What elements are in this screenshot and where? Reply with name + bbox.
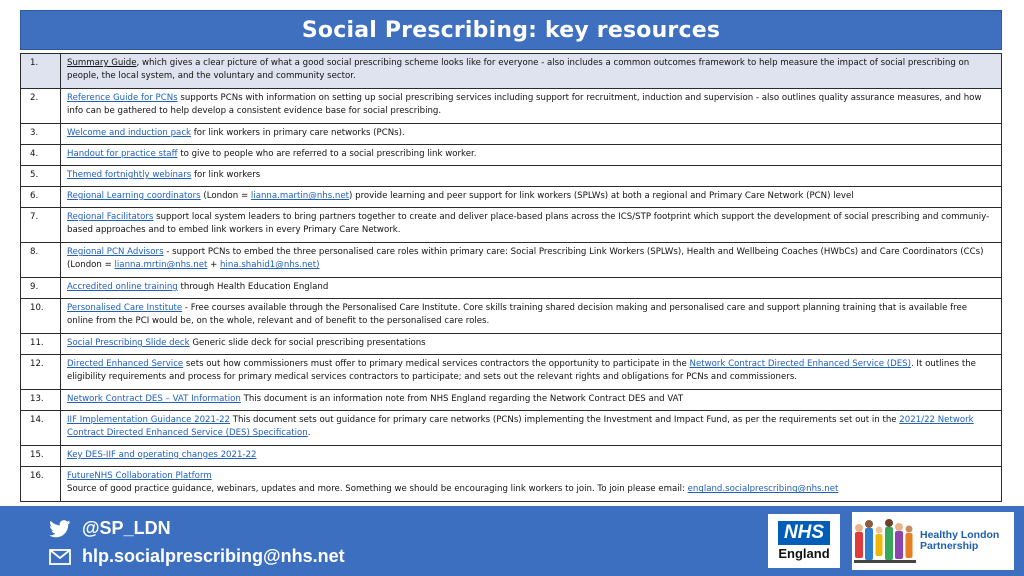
resource-text: Generic slide deck for social prescribing presentations	[189, 338, 426, 348]
people-group-icon	[852, 514, 918, 568]
table-row	[21, 299, 1002, 334]
email-link[interactable]: hina.shahid1@nhs.net)	[220, 260, 320, 271]
row-number: 16.	[21, 467, 61, 502]
table-row	[21, 411, 1002, 446]
resource-text: to give to people who are referred to a social prescribing link worker.	[177, 149, 477, 159]
resource-text: This document sets out guidance for primary care networks (PCNs) implementing the Investment and Impact Fund, as per the requirements set out in the	[230, 415, 900, 425]
resource-link[interactable]: Directed Enhanced Service	[67, 359, 184, 369]
row-number: 8.	[21, 243, 61, 278]
row-content	[61, 208, 1002, 243]
table-row	[21, 355, 1002, 390]
resource-link[interactable]: Network Contract Directed Enhanced Service (DES)	[689, 359, 911, 369]
resource-link[interactable]: FutureNHS Collaboration Platform	[67, 471, 212, 481]
row-content	[61, 89, 1002, 124]
row-content	[61, 278, 1002, 299]
resource-link[interactable]: Reference Guide for PCNs	[67, 93, 178, 103]
resource-text: Source of good practice guidance, webinars, updates and more. Something we should be encouraging link workers to join. To join please email:	[67, 484, 688, 495]
resource-link[interactable]: Summary Guide	[67, 58, 137, 68]
resource-link[interactable]: Welcome and induction pack	[67, 128, 192, 138]
resource-text: supports PCNs with information on setting up social prescribing services including support for recruitment, induction and supervision - also outlines quality assurance measures, and how info can be gathered to help develop a consistent evidence base for social prescribing.	[67, 93, 982, 117]
resource-text: for link workers	[191, 170, 261, 180]
row-number: 13.	[21, 390, 61, 411]
nhs-england-logo	[768, 514, 840, 568]
row-number: 3.	[21, 124, 61, 145]
email-link[interactable]: england.socialprescribing@nhs.net	[687, 484, 839, 495]
row-content	[61, 166, 1002, 187]
resource-link[interactable]: Handout for practice staff	[67, 149, 178, 159]
twitter-icon	[48, 519, 72, 539]
resource-link[interactable]: Key DES-IIF and operating changes 2021-22	[67, 450, 257, 460]
table-row	[21, 124, 1002, 145]
resource-text: .	[307, 428, 311, 439]
resource-link[interactable]: Regional Learning coordinators	[67, 191, 201, 201]
row-content	[61, 187, 1002, 208]
table-row	[21, 467, 1002, 502]
page-title: Social Prescribing: key resources	[301, 17, 721, 43]
resource-text: for link workers in primary care networks (PCNs).	[191, 128, 405, 138]
resource-link[interactable]: Regional PCN Advisors	[67, 247, 164, 257]
resource-link[interactable]: Personalised Care Institute	[67, 303, 183, 313]
row-number: 6.	[21, 187, 61, 208]
row-content	[61, 334, 1002, 355]
row-content	[61, 145, 1002, 166]
twitter-handle[interactable]: @SP_LDN	[82, 518, 171, 538]
row-content	[61, 243, 1002, 278]
resource-text: - Free courses available through the Personalised Care Institute. Core skills training shared decision making and personalised care and support planning training that is available free online from the PCI would be, on the whole, relevant and of benefit to the personalised care roles.	[67, 303, 968, 327]
resource-text: sets out how commissioners must offer to primary medical services contractors the opportunity to participate in the	[183, 359, 690, 369]
title-bar	[20, 10, 1002, 50]
row-number: 1.	[21, 54, 61, 89]
resource-text: , which gives a clear picture of what a good social prescribing scheme looks like for everyone - also includes a common outcomes framework to help measure the impact of social prescribing on people, the local system, and the voluntary and community sector.	[67, 58, 970, 82]
table-row	[21, 208, 1002, 243]
row-number: 2.	[21, 89, 61, 124]
resources-table	[20, 53, 1002, 502]
row-content	[61, 467, 1002, 502]
table-row	[21, 89, 1002, 124]
table-row	[21, 243, 1002, 278]
mail-icon	[48, 547, 72, 567]
resource-text: ) provide learning and peer support for link workers (SPLWs) at both a regional and Primary Care Network (PCN) level	[349, 191, 854, 201]
row-content	[61, 390, 1002, 411]
resource-text: support local system leaders to bring partners together to create and deliver place-based plans across the ICS/STP footprint which support the development of social prescribing and communiy-based approaches and to embed link workers in every Primary Care Network.	[67, 212, 990, 236]
resource-link[interactable]: Themed fortnightly webinars	[67, 170, 192, 180]
table-row	[21, 145, 1002, 166]
twitter-contact[interactable]	[48, 518, 171, 539]
email-contact[interactable]	[48, 546, 345, 567]
table-row	[21, 278, 1002, 299]
table-row	[21, 166, 1002, 187]
row-number: 9.	[21, 278, 61, 299]
resource-text: - support PCNs to embed the three personalised care roles within primary care: Social Prescribing Link Workers (SPLWs), Health and Wellbeing Coaches (HWbCs) and Care Coordinators (CCs) (London =	[67, 247, 984, 271]
row-content	[61, 54, 1002, 89]
resource-text: This document is an information note from NHS England regarding the Network Contract DES and VAT	[240, 394, 684, 404]
row-number: 4.	[21, 145, 61, 166]
row-number: 7.	[21, 208, 61, 243]
resource-link[interactable]: 2021/22 Network Contract Directed Enhanced Service (DES) Specification	[67, 415, 974, 439]
row-number: 5.	[21, 166, 61, 187]
row-content	[61, 446, 1002, 467]
email-link[interactable]: lianna.mrtin@nhs.net	[114, 260, 208, 271]
row-number: 10.	[21, 299, 61, 334]
resource-text: +	[207, 260, 221, 271]
table-row	[21, 446, 1002, 467]
table-row	[21, 390, 1002, 411]
table-row	[21, 54, 1002, 89]
row-content	[61, 411, 1002, 446]
resource-link[interactable]: Network Contract DES – VAT Information	[67, 394, 241, 404]
row-number: 15.	[21, 446, 61, 467]
hlp-logo-text: Healthy London Partnership	[920, 529, 1000, 552]
resource-text: . It outlines the eligibility requirements and process for primary medical services contractors to participate; and sets out the relevant rights and obligations for PCNs and commissioners.	[67, 359, 976, 383]
nhs-logo-mark: NHS	[778, 521, 830, 545]
resource-text: through Health Education England	[177, 282, 329, 292]
resource-link[interactable]: Social Prescribing Slide deck	[67, 338, 190, 348]
row-number: 12.	[21, 355, 61, 390]
row-number: 11.	[21, 334, 61, 355]
nhs-logo-region: England	[778, 546, 830, 561]
resource-link[interactable]: Regional Facilitators	[67, 212, 154, 222]
contact-email[interactable]: hlp.socialprescribing@nhs.net	[82, 546, 345, 566]
resource-link[interactable]: IIF Implementation Guidance 2021-22	[67, 415, 231, 425]
table-row	[21, 334, 1002, 355]
table-row	[21, 187, 1002, 208]
healthy-london-partnership-logo	[852, 512, 1014, 570]
email-link[interactable]: lianna.martin@nhs.net	[250, 191, 350, 201]
row-content	[61, 299, 1002, 334]
row-number: 14.	[21, 411, 61, 446]
resource-link[interactable]: Accredited online training	[67, 282, 178, 292]
row-content	[61, 124, 1002, 145]
resource-text: (London =	[200, 191, 251, 201]
row-content	[61, 355, 1002, 390]
